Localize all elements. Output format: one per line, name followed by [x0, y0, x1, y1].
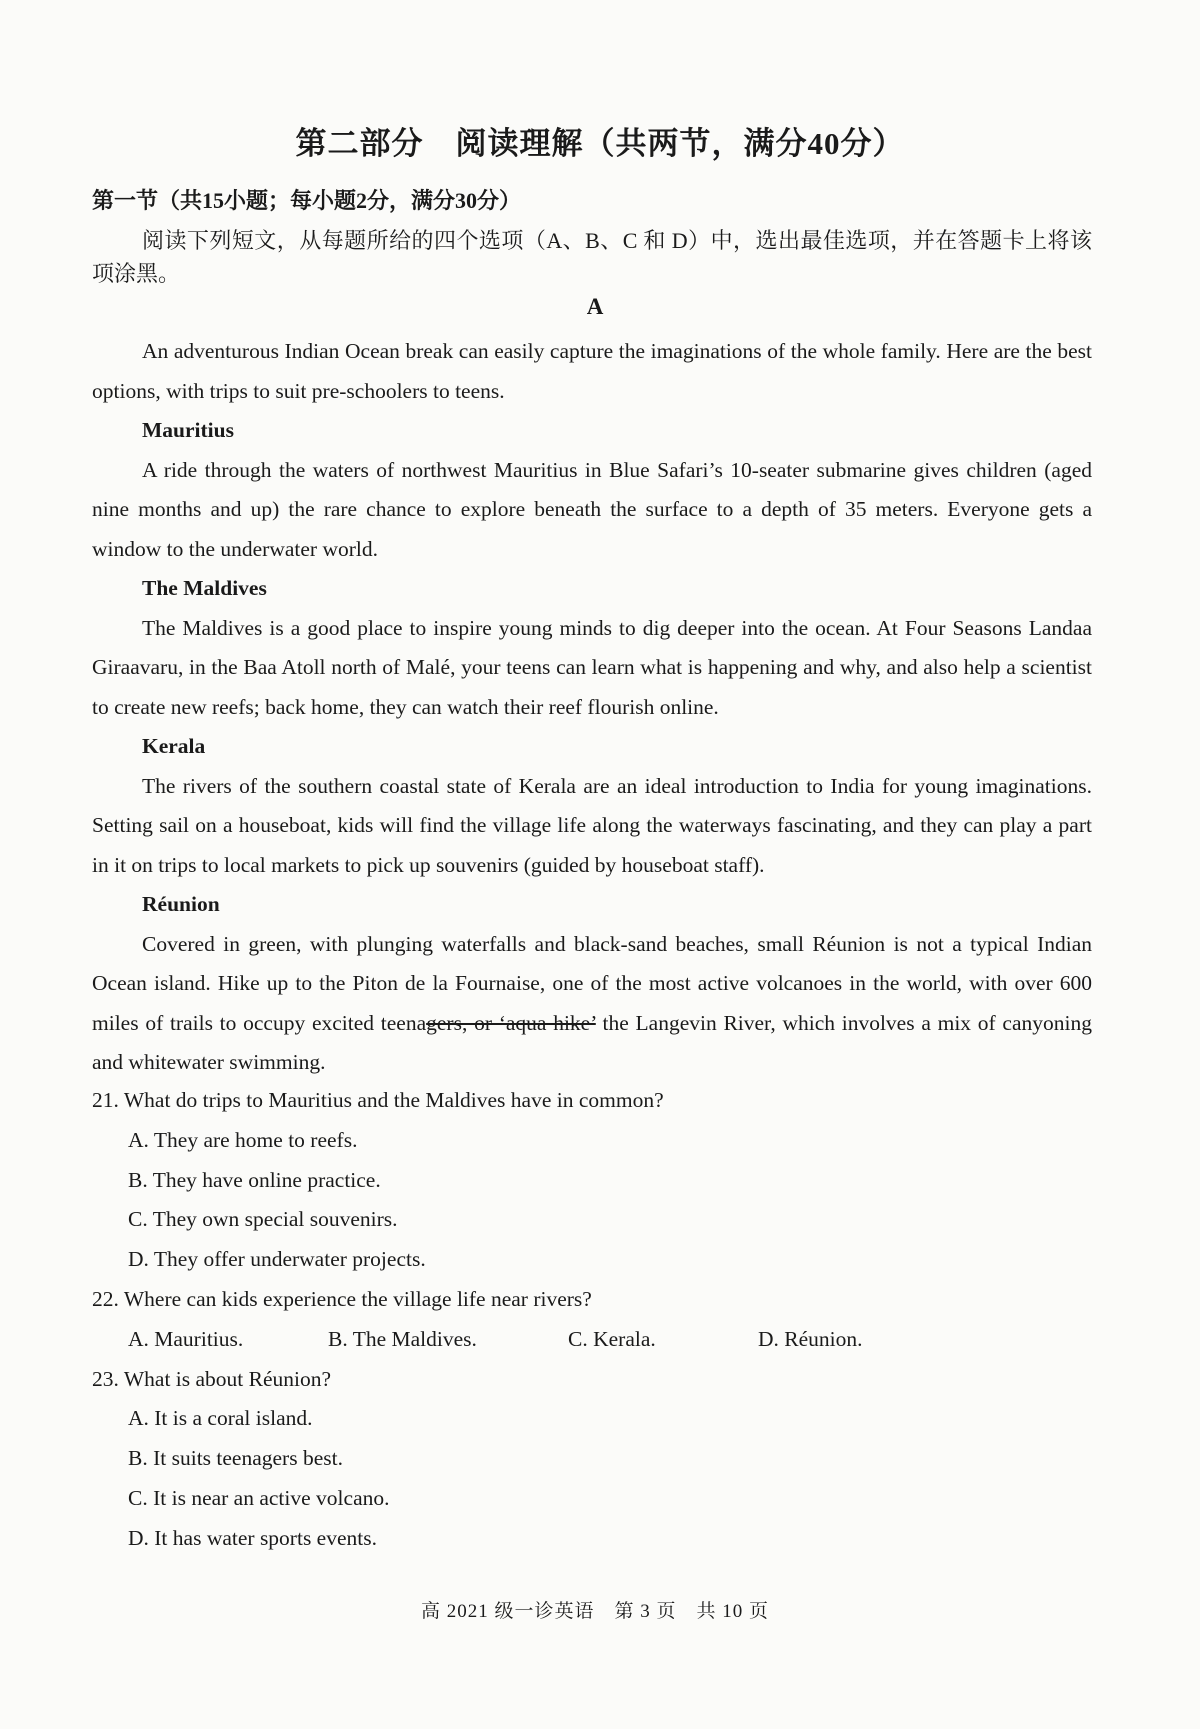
- passage-body: [92, 332, 1092, 1083]
- struck-text: gers, or ‘aqua hike’: [426, 1010, 596, 1035]
- question-22-option-c: C. Kerala.: [568, 1326, 656, 1351]
- question-21-option-a: A. They are home to reefs.: [128, 1127, 358, 1152]
- question-21-stem: 21. What do trips to Mauritius and the Maldives have in common?: [92, 1088, 664, 1112]
- part-title: 第二部分 阅读理解（共两节，满分40分）: [295, 126, 905, 161]
- reunion-text-before: Covered in green, with plunging waterfalls and black-sand beaches, small Réunion is not a typical Indian Ocean island. Hike up to the Piton de la Fournaise, one of the most active volcanoes in the world, with over 600 miles of trails to occupy excited teena: [92, 931, 1092, 1035]
- question-21-option-b: B. They have online practice.: [128, 1167, 381, 1192]
- section-heading-kerala: Kerala: [142, 734, 206, 758]
- reunion-text-after: the Langevin River, which involves a mix of canyoning and whitewater swimming.: [92, 1010, 1092, 1074]
- section-heading-maldives: The Maldives: [142, 576, 267, 600]
- question-list: [92, 1081, 1092, 1559]
- question-22-option-b: B. The Maldives.: [328, 1326, 477, 1351]
- instructions: 阅读下列短文，从每题所给的四个选项（A、B、C 和 D）中，选出最佳选项，并在答题卡上将该项涂黑。: [92, 228, 1092, 286]
- section-heading-reunion: Réunion: [142, 892, 220, 916]
- page-footer: 高 2021 级一诊英语 第 3 页 共 10 页: [420, 1601, 769, 1622]
- section-title: 第一节（共15小题；每小题2分，满分30分）: [92, 188, 522, 213]
- question-22-option-a: A. Mauritius.: [128, 1326, 244, 1351]
- question-21-option-d: D. They offer underwater projects.: [128, 1247, 426, 1272]
- section-heading-mauritius: Mauritius: [142, 418, 234, 442]
- question-21-option-c: C. They own special souvenirs.: [128, 1207, 398, 1232]
- question-23-option-b: B. It suits teenagers best.: [128, 1446, 343, 1471]
- question-23-stem: 23. What is about Réunion?: [92, 1366, 332, 1391]
- question-22-stem: 22. Where can kids experience the village life near rivers?: [92, 1286, 592, 1311]
- passage-letter: A: [586, 294, 604, 319]
- section-text-reunion: [92, 925, 1092, 1083]
- question-23-option-a: A. It is a coral island.: [128, 1406, 313, 1431]
- passage-intro: An adventurous Indian Ocean break can easily capture the imaginations of the whole family. Here are the best options, with trips to suit pre-schoolers to teens.: [92, 339, 1092, 403]
- question-23-option-c: C. It is near an active volcano.: [128, 1485, 390, 1510]
- section-text-kerala: The rivers of the southern coastal state of Kerala are an ideal introduction to India for young imaginations. Setting sail on a houseboat, kids will find the village life along the waterways fascinating, and they can play a part in it on trips to local markets to pick up souvenirs (guided by houseboat staff).: [92, 773, 1092, 877]
- question-22-option-d: D. Réunion.: [758, 1326, 863, 1351]
- question-23-option-d: D. It has water sports events.: [128, 1525, 377, 1550]
- question-22-options: [92, 1320, 1092, 1360]
- section-text-maldives: The Maldives is a good place to inspire young minds to dig deeper into the ocean. At Four Seasons Landaa Giraavaru, in the Baa Atoll north of Malé, your teens can learn what is happening and why, and also help a scientist to create new reefs; back home, they can watch their reef flourish online.: [92, 615, 1092, 719]
- section-text-mauritius: A ride through the waters of northwest Mauritius in Blue Safari’s 10-seater submarine gives children (aged nine months and up) the rare chance to explore beneath the surface to a depth of 35 meters. Everyone gets a window to the underwater world.: [92, 457, 1092, 561]
